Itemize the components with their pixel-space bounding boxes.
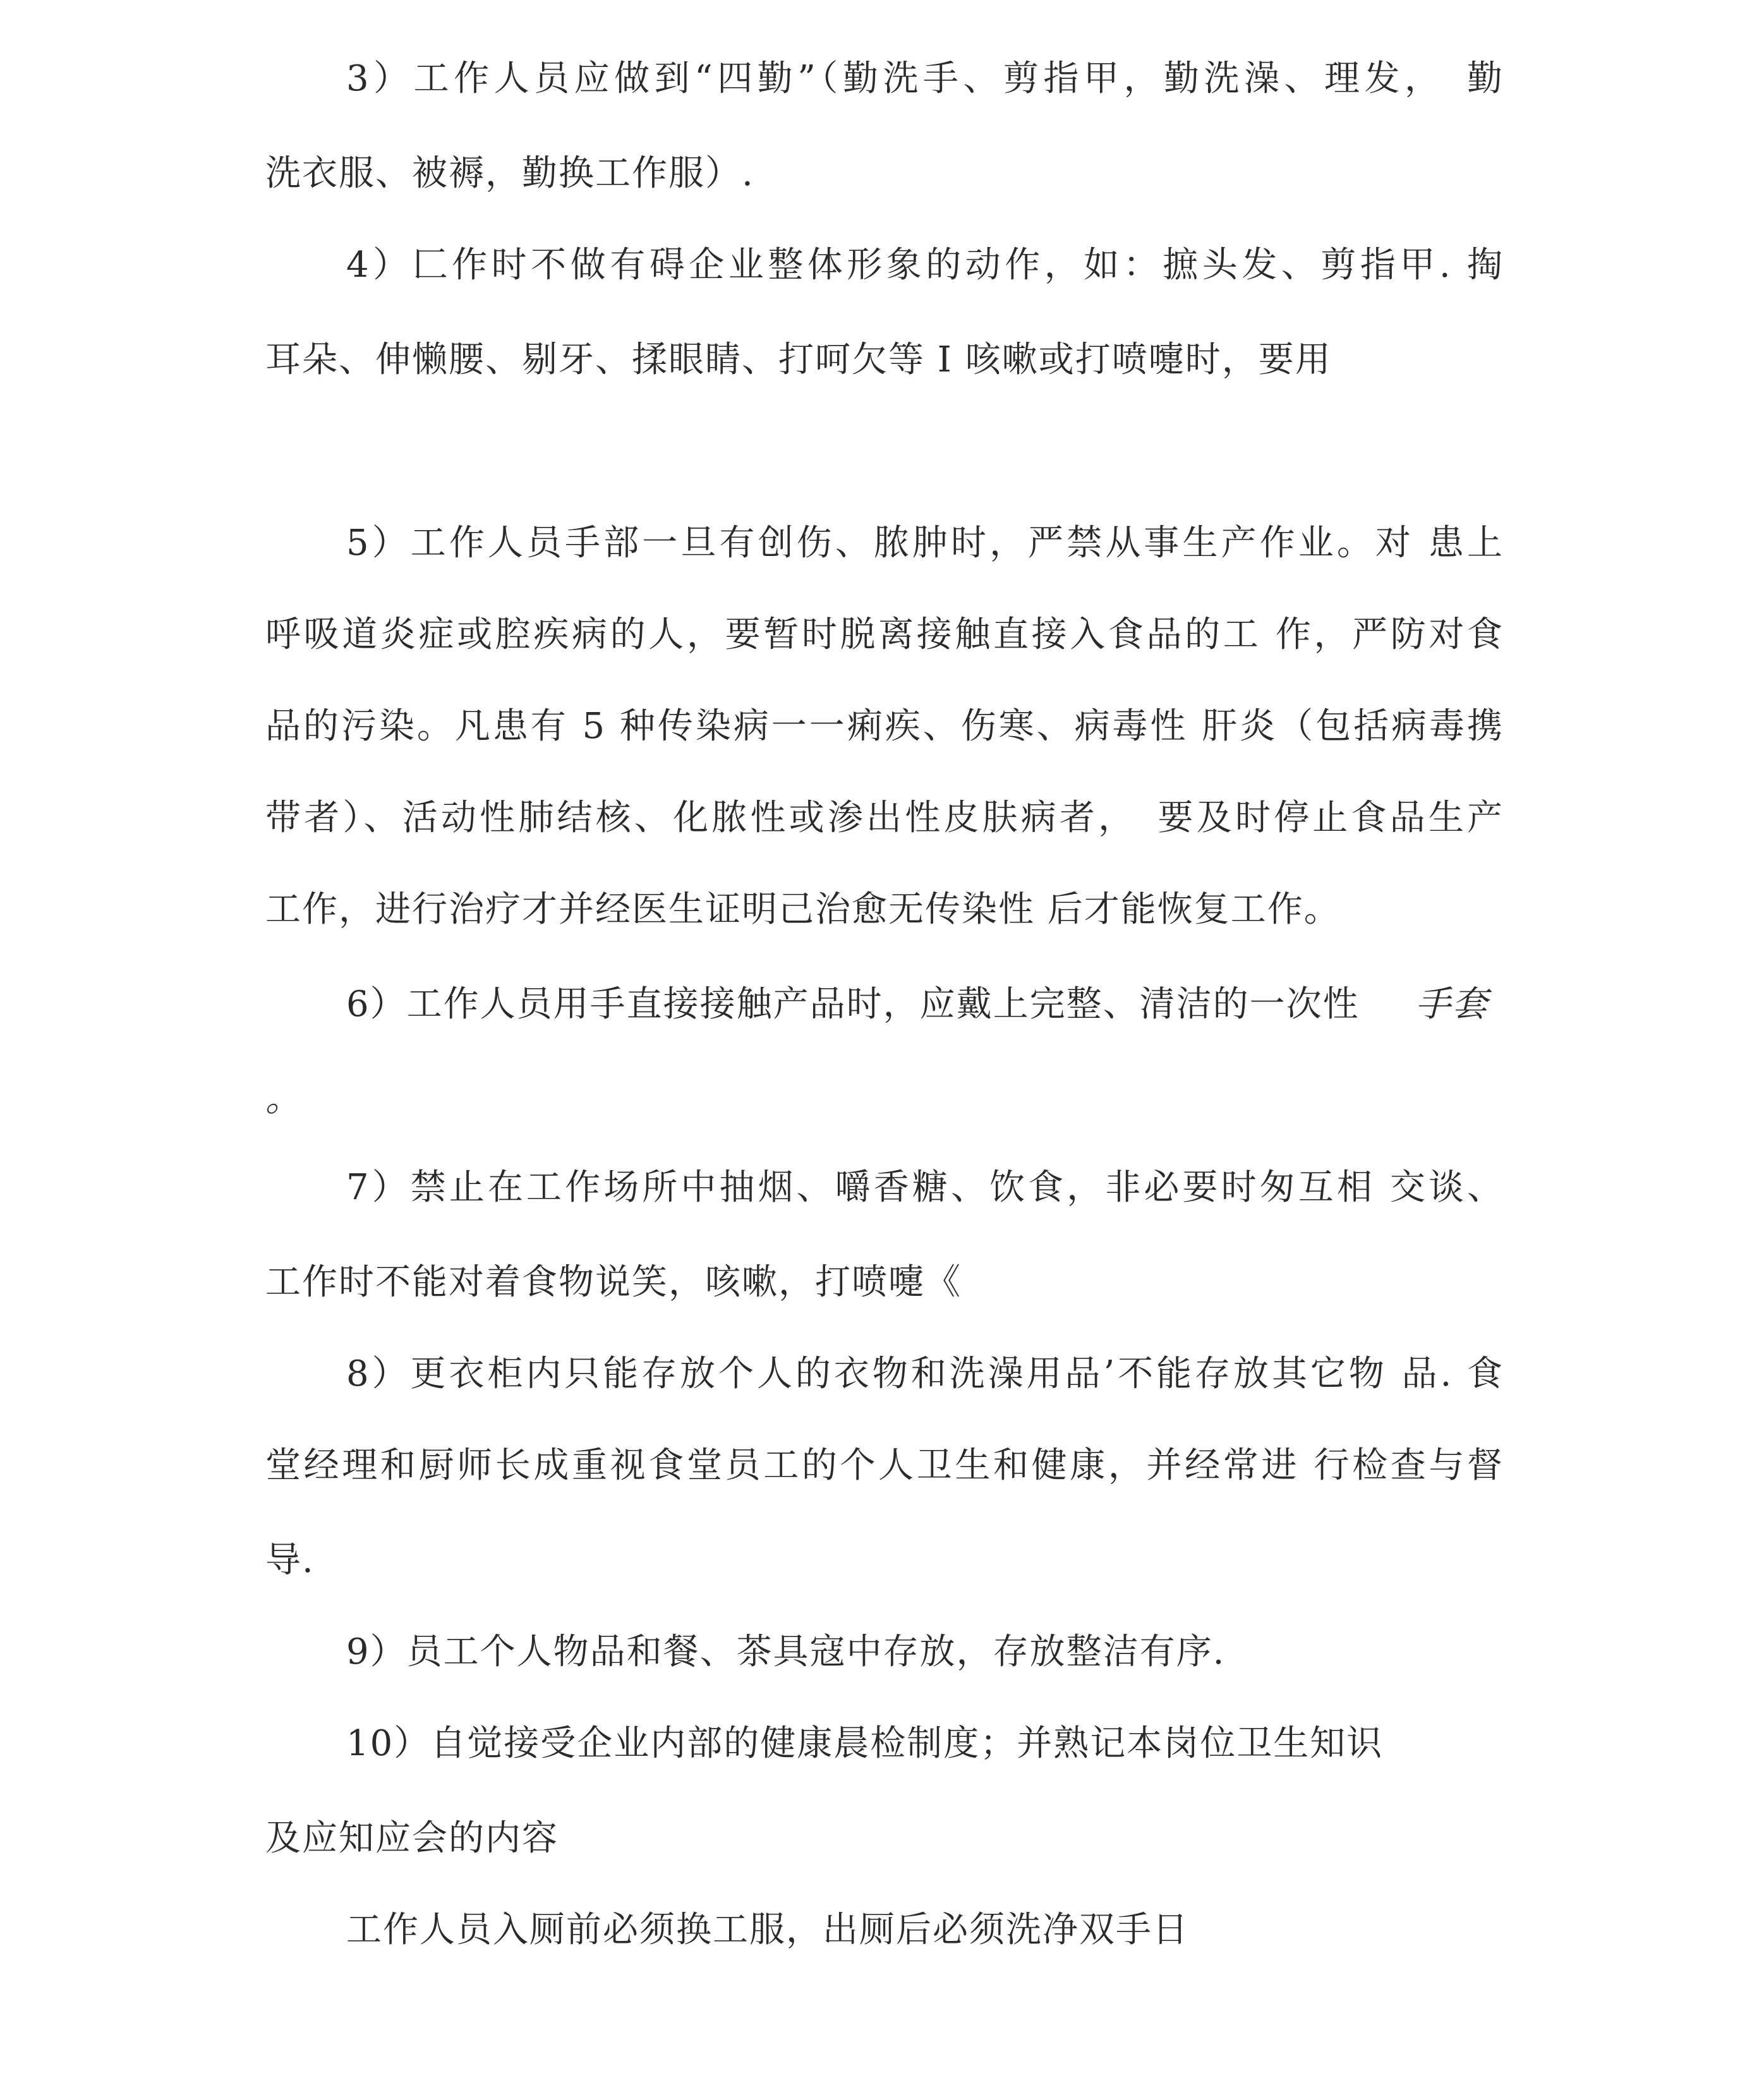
text-line: 呼吸道炎症或腔疾病的人，要暂时脱离接触直接入食品的工 作，严防对食 — [265, 614, 1504, 655]
text-line: 洗衣服、被褥，勤换工作服）. — [265, 153, 754, 194]
text-line: 3）工作人员应做到“四勤”（勤洗手、剪指甲，勤洗澡、理发， 勤 — [346, 58, 1504, 99]
text-line-italic: 手套 — [1415, 984, 1489, 1025]
text-line: 带者）、活动性肺结核、化脓性或渗出性皮肤病者， 要及时停止食品生产 — [265, 797, 1504, 838]
text-line: 7）禁止在工作场所中抽烟、嚼香糖、饮食，非必要时匆互相 交谈、 — [346, 1167, 1504, 1208]
text-line: 工作，进行治疗才并经医生证明己治愈无传染性 后才能恢复工作。 — [265, 889, 1341, 930]
text-line: 耳朵、伸懒腰、剔牙、揉眼睛、打呵欠等 I 咳嗽或打喷嚏时，要用 — [265, 339, 1332, 380]
text-line: 品的污染。凡患有 5 种传染病一一痢疾、伤寒、病毒性 肝炎（包括病毒携 — [265, 706, 1504, 747]
text-line: 工作人员入厕前必须换工服，出厕后必须洗净双手日 — [346, 1909, 1189, 1950]
text-line: 工作时不能对着食物说笑，咳嗽，打喷嚏《 — [265, 1262, 962, 1303]
text-line: 。 — [265, 1079, 302, 1120]
text-line: 导. — [265, 1540, 315, 1581]
text-line: 堂经理和厨师长成重视食堂员工的个人卫生和健康，并经常进 行检查与督 — [265, 1445, 1504, 1486]
text-line: 8）更衣柜内只能存放个人的衣物和洗澡用品’不能存放其它物 品. 食 — [346, 1353, 1504, 1394]
text-line: 4）匚作时不做有碍企业整体形象的动作，如：摭头发、剪指甲. 掏 — [346, 245, 1504, 286]
text-line: 5）工作人员手部一旦有创伤、脓肿时，严禁从事生产作业。对 患上 — [346, 523, 1504, 564]
text-line: 10）自觉接受企业内部的健康晨检制度；并熟记本岗位卫生知识 — [346, 1723, 1384, 1764]
text-line: 9）员工个人物品和餐、茶具寇中存放，存放整洁有序. — [346, 1631, 1226, 1672]
text-line: 及应知应会的内容 — [265, 1818, 559, 1859]
text-line: 6）工作人员用手直接接触产品时，应戴上完整、清洁的一次性 — [346, 984, 1360, 1025]
